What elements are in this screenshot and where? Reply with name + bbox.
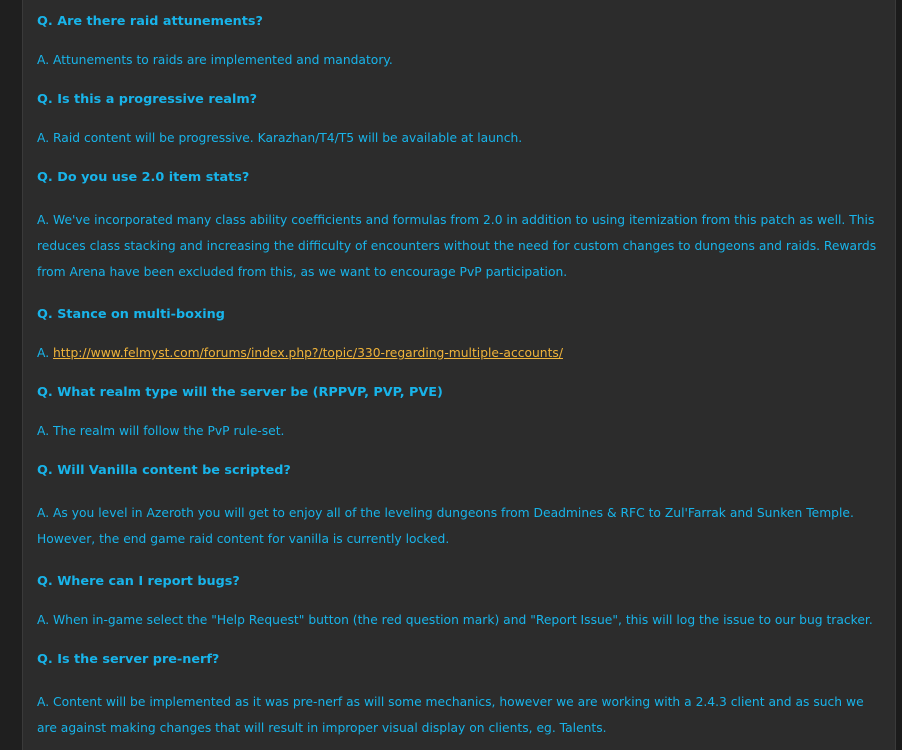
faq-question: Q. What realm type will the server be (RPPVP, PVP, PVE) [37,385,443,400]
faq-answer: A. We've incorporated many class ability coefficients and formulas from 2.0 in addition to using itemization from this patch as well. This reduces class stacking and increasing the difficulty of encounters without the need for custom changes to dungeons and raids. Rewards from Arena have been excluded from this, as we want to encourage PvP participation. [37,213,877,279]
faq-answer: A. The realm will follow the PvP rule-set. [37,424,285,438]
answer-prefix: A. [37,346,54,360]
faq-question: Q. Stance on multi-boxing [37,307,225,322]
faq-answer: A. Content will be implemented as it was pre-nerf as will some mechanics, however we are working with a 2.4.3 client and as such we are against making changes that will result in improper visual display on clients, eg. Talents. [37,695,864,735]
faq-answer: A. As you level in Azeroth you will get to enjoy all of the leveling dungeons from Deadmines & RFC to Zul'Farrak and Sunken Temple. However, the end game raid content for vanilla is currently locked. [37,506,854,546]
faq-question: Q. Will Vanilla content be scripted? [37,463,291,478]
faq-panel [22,0,896,750]
faq-question: Q. Where can I report bugs? [37,574,240,589]
faq-answer: A. Attunements to raids are implemented and mandatory. [37,53,393,67]
faq-question: Q. Is the server pre-nerf? [37,652,220,667]
faq-list [37,12,883,750]
faq-question: Q. Is this a progressive realm? [37,92,258,107]
faq-question: Q. Do you use 2.0 item stats? [37,170,250,185]
faq-answer: A. Raid content will be progressive. Karazhan/T4/T5 will be available at launch. [37,131,523,145]
faq-question: Q. Are there raid attunements? [37,14,263,29]
faq-answer [37,344,883,363]
scrollbar[interactable] [896,0,902,750]
faq-answer: A. When in-game select the "Help Request" button (the red question mark) and "Report Issue", this will log the issue to our bug tracker. [37,613,873,627]
multiboxing-forum-link[interactable]: http://www.felmyst.com/forums/index.php?/topic/330-regarding-multiple-accounts/ [53,346,563,360]
